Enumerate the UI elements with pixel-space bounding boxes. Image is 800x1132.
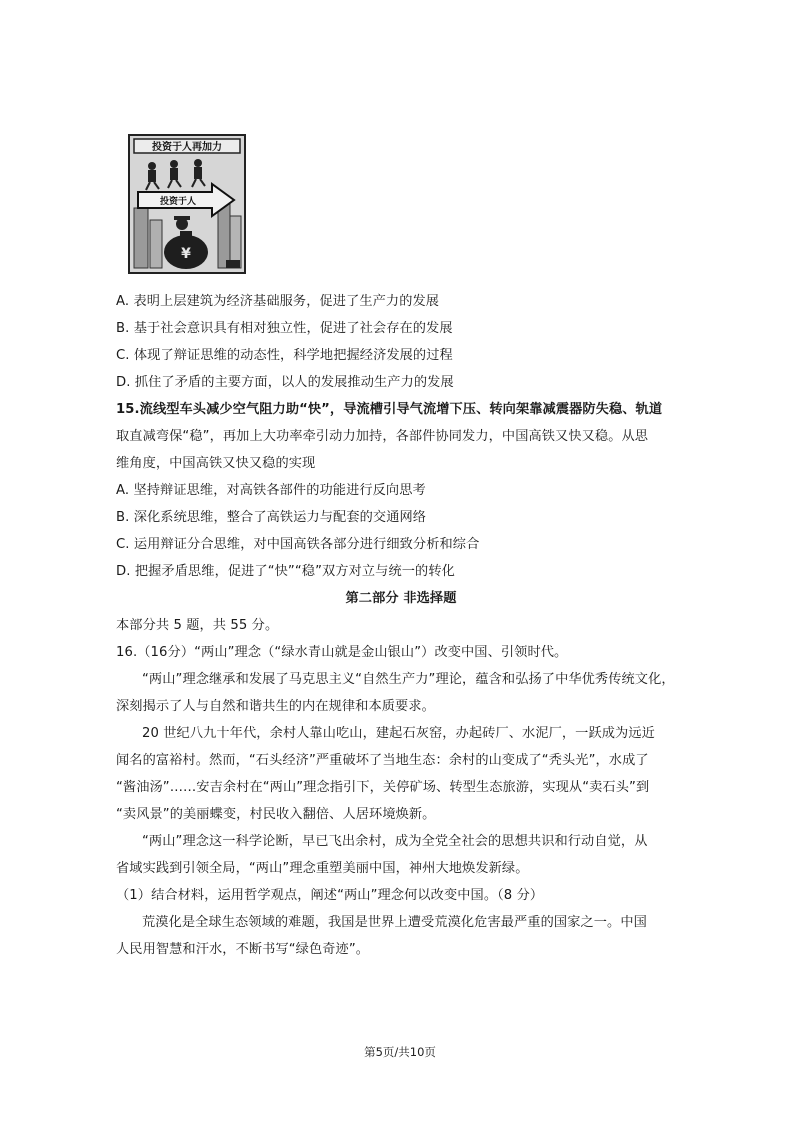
q15-option-a[interactable]: A. 坚持辩证思维，对高铁各部件的功能进行反向思考 <box>116 483 426 498</box>
q14-option-c[interactable]: C. 体现了辩证思维的动态性，科学地把握经济发展的过程 <box>116 348 453 363</box>
part2-intro: 本部分共 5 题，共 55 分。 <box>116 618 279 633</box>
question-content <box>116 288 686 963</box>
q14-option-b[interactable]: B. 基于社会意识具有相对独立性，促进了社会存在的发展 <box>116 321 453 336</box>
cartoon-image <box>128 134 246 274</box>
q14-option-a[interactable]: A. 表明上层建筑为经济基础服务，促进了生产力的发展 <box>116 294 440 309</box>
part2-heading: 第二部分 非选择题 <box>345 591 457 606</box>
cartoon-title: 投资于人再加力 <box>152 142 222 153</box>
q15-option-c[interactable]: C. 运用辩证分合思维，对中国高铁各部分进行细致分析和综合 <box>116 537 480 552</box>
page-footer: 第5页/共10页 <box>364 1045 436 1059</box>
q16-para2-line-3: “酱油汤”……安吉余村在“两山”理念指引下，关停矿场、转型生态旅游，实现从“卖石头”到 <box>116 780 650 795</box>
q16-para4-line-2: 人民用智慧和汗水，不断书写“绿色奇迹”。 <box>116 942 370 957</box>
q16-para3-line-1: “两山”理念这一科学论断，早已飞出余村，成为全党全社会的思想共识和行动自觉，从 <box>142 834 648 849</box>
q16-para1-line-1: “两山”理念继承和发展了马克思主义“自然生产力”理论，蕴含和弘扬了中华优秀传统文化， <box>142 672 675 687</box>
q15-stem-line-2: 取直减弯保“稳”，再加上大功率牵引动力加持，各部件协同发力，中国高铁又快又稳。从思 <box>116 429 649 444</box>
q16-para4-line-1: 荒漠化是全球生态领域的难题，我国是世界上遭受荒漠化危害最严重的国家之一。中国 <box>142 915 647 930</box>
q16-para2-line-1: 20 世纪八九十年代，余村人靠山吃山，建起石灰窑，办起砖厂、水泥厂，一跃成为远近 <box>142 726 655 741</box>
q15-option-d[interactable]: D. 把握矛盾思维，促进了“快”“稳”双方对立与统一的转化 <box>116 564 455 579</box>
q16-para2-line-2: 闻名的富裕村。然而，“石头经济”严重破坏了当地生态：余村的山变成了“秃头光”，水成了 <box>116 753 649 768</box>
q16-para3-line-2: 省域实践到引领全局，“两山”理念重塑美丽中国，神州大地焕发新绿。 <box>116 861 529 876</box>
cartoon-arrow-label: 投资于人 <box>159 197 197 207</box>
q16-para1-line-2: 深刻揭示了人与自然和谐共生的内在规律和本质要求。 <box>116 699 435 714</box>
cartoon-money-symbol: ¥ <box>181 246 191 262</box>
q15-option-b[interactable]: B. 深化系统思维，整合了高铁运力与配套的交通网络 <box>116 510 427 525</box>
q14-option-d[interactable]: D. 抓住了矛盾的主要方面，以人的发展推动生产力的发展 <box>116 375 454 390</box>
q16-para2-line-4: “卖风景”的美丽蝶变，村民收入翻倍、人居环境焕新。 <box>116 807 436 822</box>
q15-stem-line-3: 维角度，中国高铁又快又稳的实现 <box>116 456 316 471</box>
q16-stem: 16.（16分）“两山”理念（“绿水青山就是金山银山”）改变中国、引领时代。 <box>116 645 568 660</box>
q15-stem-line-1: 15.流线型车头减少空气阻力助“快”，导流槽引导气流增下压、转向架靠减震器防失稳、轨道 <box>116 402 663 417</box>
q16-sub-question-1: （1）结合材料，运用哲学观点，阐述“两山”理念何以改变中国。（8 分） <box>116 888 544 903</box>
